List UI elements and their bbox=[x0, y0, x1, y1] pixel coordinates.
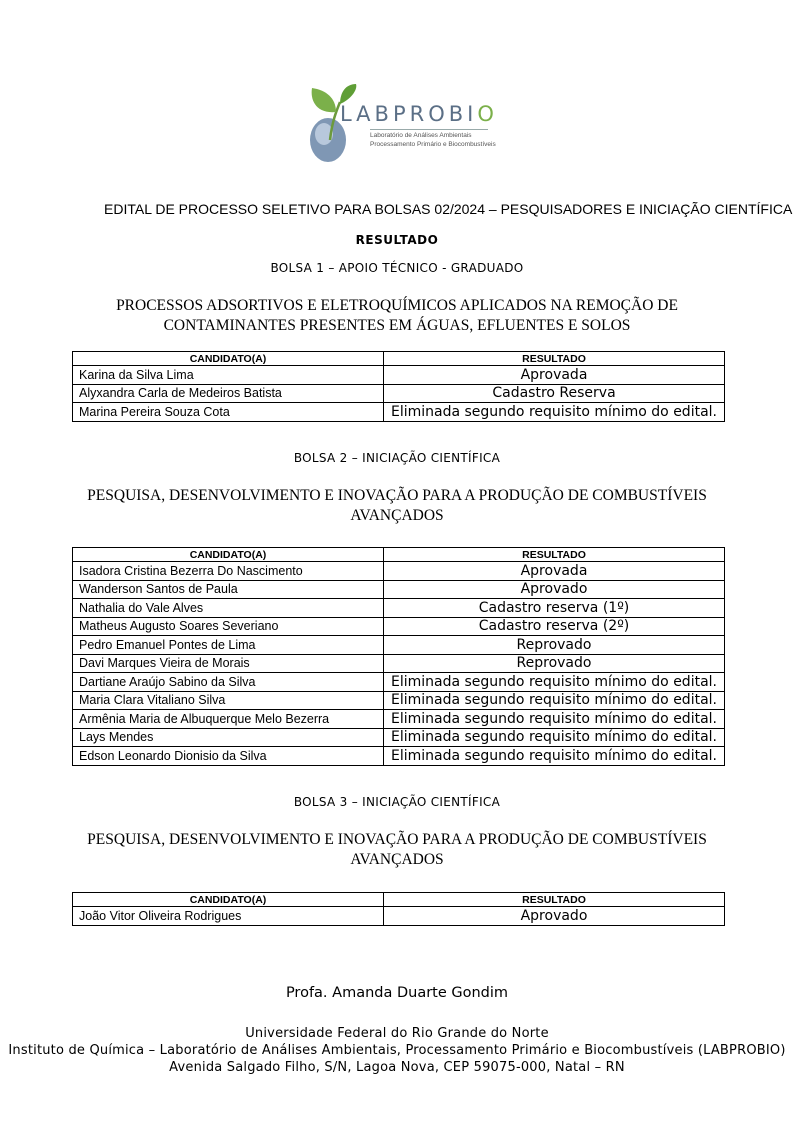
table-row bbox=[73, 747, 725, 766]
table-row bbox=[73, 654, 725, 673]
bolsa-1-project-line2: CONTAMINANTES PRESENTES EM ÁGUAS, EFLUENTES E SOLOS bbox=[163, 317, 631, 334]
candidate-name: Nathalia do Vale Alves bbox=[73, 599, 384, 618]
candidate-name: Maria Clara Vitaliano Silva bbox=[73, 691, 384, 710]
bolsa-3-project-line2: AVANÇADOS bbox=[350, 851, 444, 868]
candidate-header: CANDIDATO(A) bbox=[73, 548, 384, 562]
bolsa-2-title: BOLSA 2 – INICIAÇÃO CIENTÍFICA bbox=[293, 451, 501, 465]
result-header: RESULTADO bbox=[384, 352, 725, 366]
candidate-name: Dartiane Araújo Sabino da Silva bbox=[73, 673, 384, 692]
bolsa-2-project-line1: PESQUISA, DESENVOLVIMENTO E INOVAÇÃO PARA A PRODUÇÃO DE COMBUSTÍVEIS bbox=[87, 487, 707, 504]
candidate-name: Marina Pereira Souza Cota bbox=[73, 403, 384, 422]
footer-line-1: Universidade Federal do Rio Grande do Norte bbox=[245, 1026, 549, 1041]
candidate-name: Lays Mendes bbox=[73, 728, 384, 747]
table-row bbox=[73, 907, 725, 926]
candidate-name: Karina da Silva Lima bbox=[73, 366, 384, 385]
footer-line-3: Avenida Salgado Filho, S/N, Lagoa Nova, CEP 59075-000, Natal – RN bbox=[169, 1060, 625, 1075]
candidate-result: Eliminada segundo requisito mínimo do edital. bbox=[384, 710, 725, 729]
candidate-result: Reprovado bbox=[384, 636, 725, 655]
table-row bbox=[73, 617, 725, 636]
table-row bbox=[73, 403, 725, 422]
candidate-name: Pedro Emanuel Pontes de Lima bbox=[73, 636, 384, 655]
table-row bbox=[73, 728, 725, 747]
candidate-result: Eliminada segundo requisito mínimo do edital. bbox=[384, 747, 725, 766]
bolsa-3-project bbox=[60, 830, 734, 870]
bolsa-1-title: BOLSA 1 – APOIO TÉCNICO - GRADUADO bbox=[270, 261, 524, 275]
bolsa-1-project bbox=[60, 296, 734, 336]
table-row bbox=[73, 384, 725, 403]
candidate-result: Cadastro reserva (2º) bbox=[384, 617, 725, 636]
bolsa-2-project bbox=[60, 486, 734, 526]
footer-line-2: Instituto de Química – Laboratório de Análises Ambientais, Processamento Primário e Biocombustíveis (LABPROBIO) bbox=[8, 1043, 786, 1058]
bolsa-3-project-line1: PESQUISA, DESENVOLVIMENTO E INOVAÇÃO PARA A PRODUÇÃO DE COMBUSTÍVEIS bbox=[87, 831, 707, 848]
result-header: RESULTADO bbox=[384, 893, 725, 907]
candidate-header: CANDIDATO(A) bbox=[73, 893, 384, 907]
bolsa-1-table bbox=[72, 351, 725, 422]
candidate-result: Aprovado bbox=[384, 580, 725, 599]
table-row bbox=[73, 599, 725, 618]
logo-wordmark: LABPROBIO bbox=[340, 102, 498, 126]
resultado-heading: RESULTADO bbox=[355, 233, 439, 247]
candidate-name: Edson Leonardo Dionisio da Silva bbox=[73, 747, 384, 766]
candidate-result: Cadastro Reserva bbox=[384, 384, 725, 403]
candidate-result: Eliminada segundo requisito mínimo do edital. bbox=[384, 673, 725, 692]
logo-divider bbox=[370, 129, 488, 130]
candidate-result: Reprovado bbox=[384, 654, 725, 673]
table-row bbox=[73, 580, 725, 599]
bolsa-1-project-line1: PROCESSOS ADSORTIVOS E ELETROQUÍMICOS APLICADOS NA REMOÇÃO DE bbox=[116, 297, 678, 314]
candidate-result: Aprovado bbox=[384, 907, 725, 926]
table-row bbox=[73, 673, 725, 692]
table-row bbox=[73, 366, 725, 385]
candidate-result: Aprovada bbox=[384, 366, 725, 385]
candidate-result: Aprovada bbox=[384, 562, 725, 581]
candidate-name: João Vitor Oliveira Rodrigues bbox=[73, 907, 384, 926]
table-row bbox=[73, 710, 725, 729]
table-row bbox=[73, 562, 725, 581]
bolsa-2-project-line2: AVANÇADOS bbox=[350, 507, 444, 524]
signature: Profa. Amanda Duarte Gondim bbox=[285, 985, 509, 1001]
bolsa-3-title: BOLSA 3 – INICIAÇÃO CIENTÍFICA bbox=[293, 795, 501, 809]
candidate-name: Matheus Augusto Soares Severiano bbox=[73, 617, 384, 636]
candidate-result: Eliminada segundo requisito mínimo do edital. bbox=[384, 728, 725, 747]
candidate-name: Wanderson Santos de Paula bbox=[73, 580, 384, 599]
candidate-result: Eliminada segundo requisito mínimo do edital. bbox=[384, 403, 725, 422]
candidate-header: CANDIDATO(A) bbox=[73, 352, 384, 366]
bolsa-2-table bbox=[72, 547, 725, 766]
candidate-name: Davi Marques Vieira de Morais bbox=[73, 654, 384, 673]
candidate-result: Eliminada segundo requisito mínimo do edital. bbox=[384, 691, 725, 710]
edital-title: EDITAL DE PROCESSO SELETIVO PARA BOLSAS 02/2024 – PESQUISADORES E INICIAÇÃO CIENTÍFICA bbox=[104, 201, 793, 217]
candidate-name: Armênia Maria de Albuquerque Melo Bezerra bbox=[73, 710, 384, 729]
candidate-name: Alyxandra Carla de Medeiros Batista bbox=[73, 384, 384, 403]
labprobio-logo bbox=[306, 82, 498, 168]
logo-subtitle-2: Processamento Primário e Biocombustíveis bbox=[370, 141, 496, 148]
logo-subtitle-1: Laboratório de Análises Ambientais bbox=[370, 132, 472, 139]
bolsa-3-table bbox=[72, 892, 725, 926]
candidate-result: Cadastro reserva (1º) bbox=[384, 599, 725, 618]
table-row bbox=[73, 691, 725, 710]
table-row bbox=[73, 636, 725, 655]
candidate-name: Isadora Cristina Bezerra Do Nascimento bbox=[73, 562, 384, 581]
result-header: RESULTADO bbox=[384, 548, 725, 562]
